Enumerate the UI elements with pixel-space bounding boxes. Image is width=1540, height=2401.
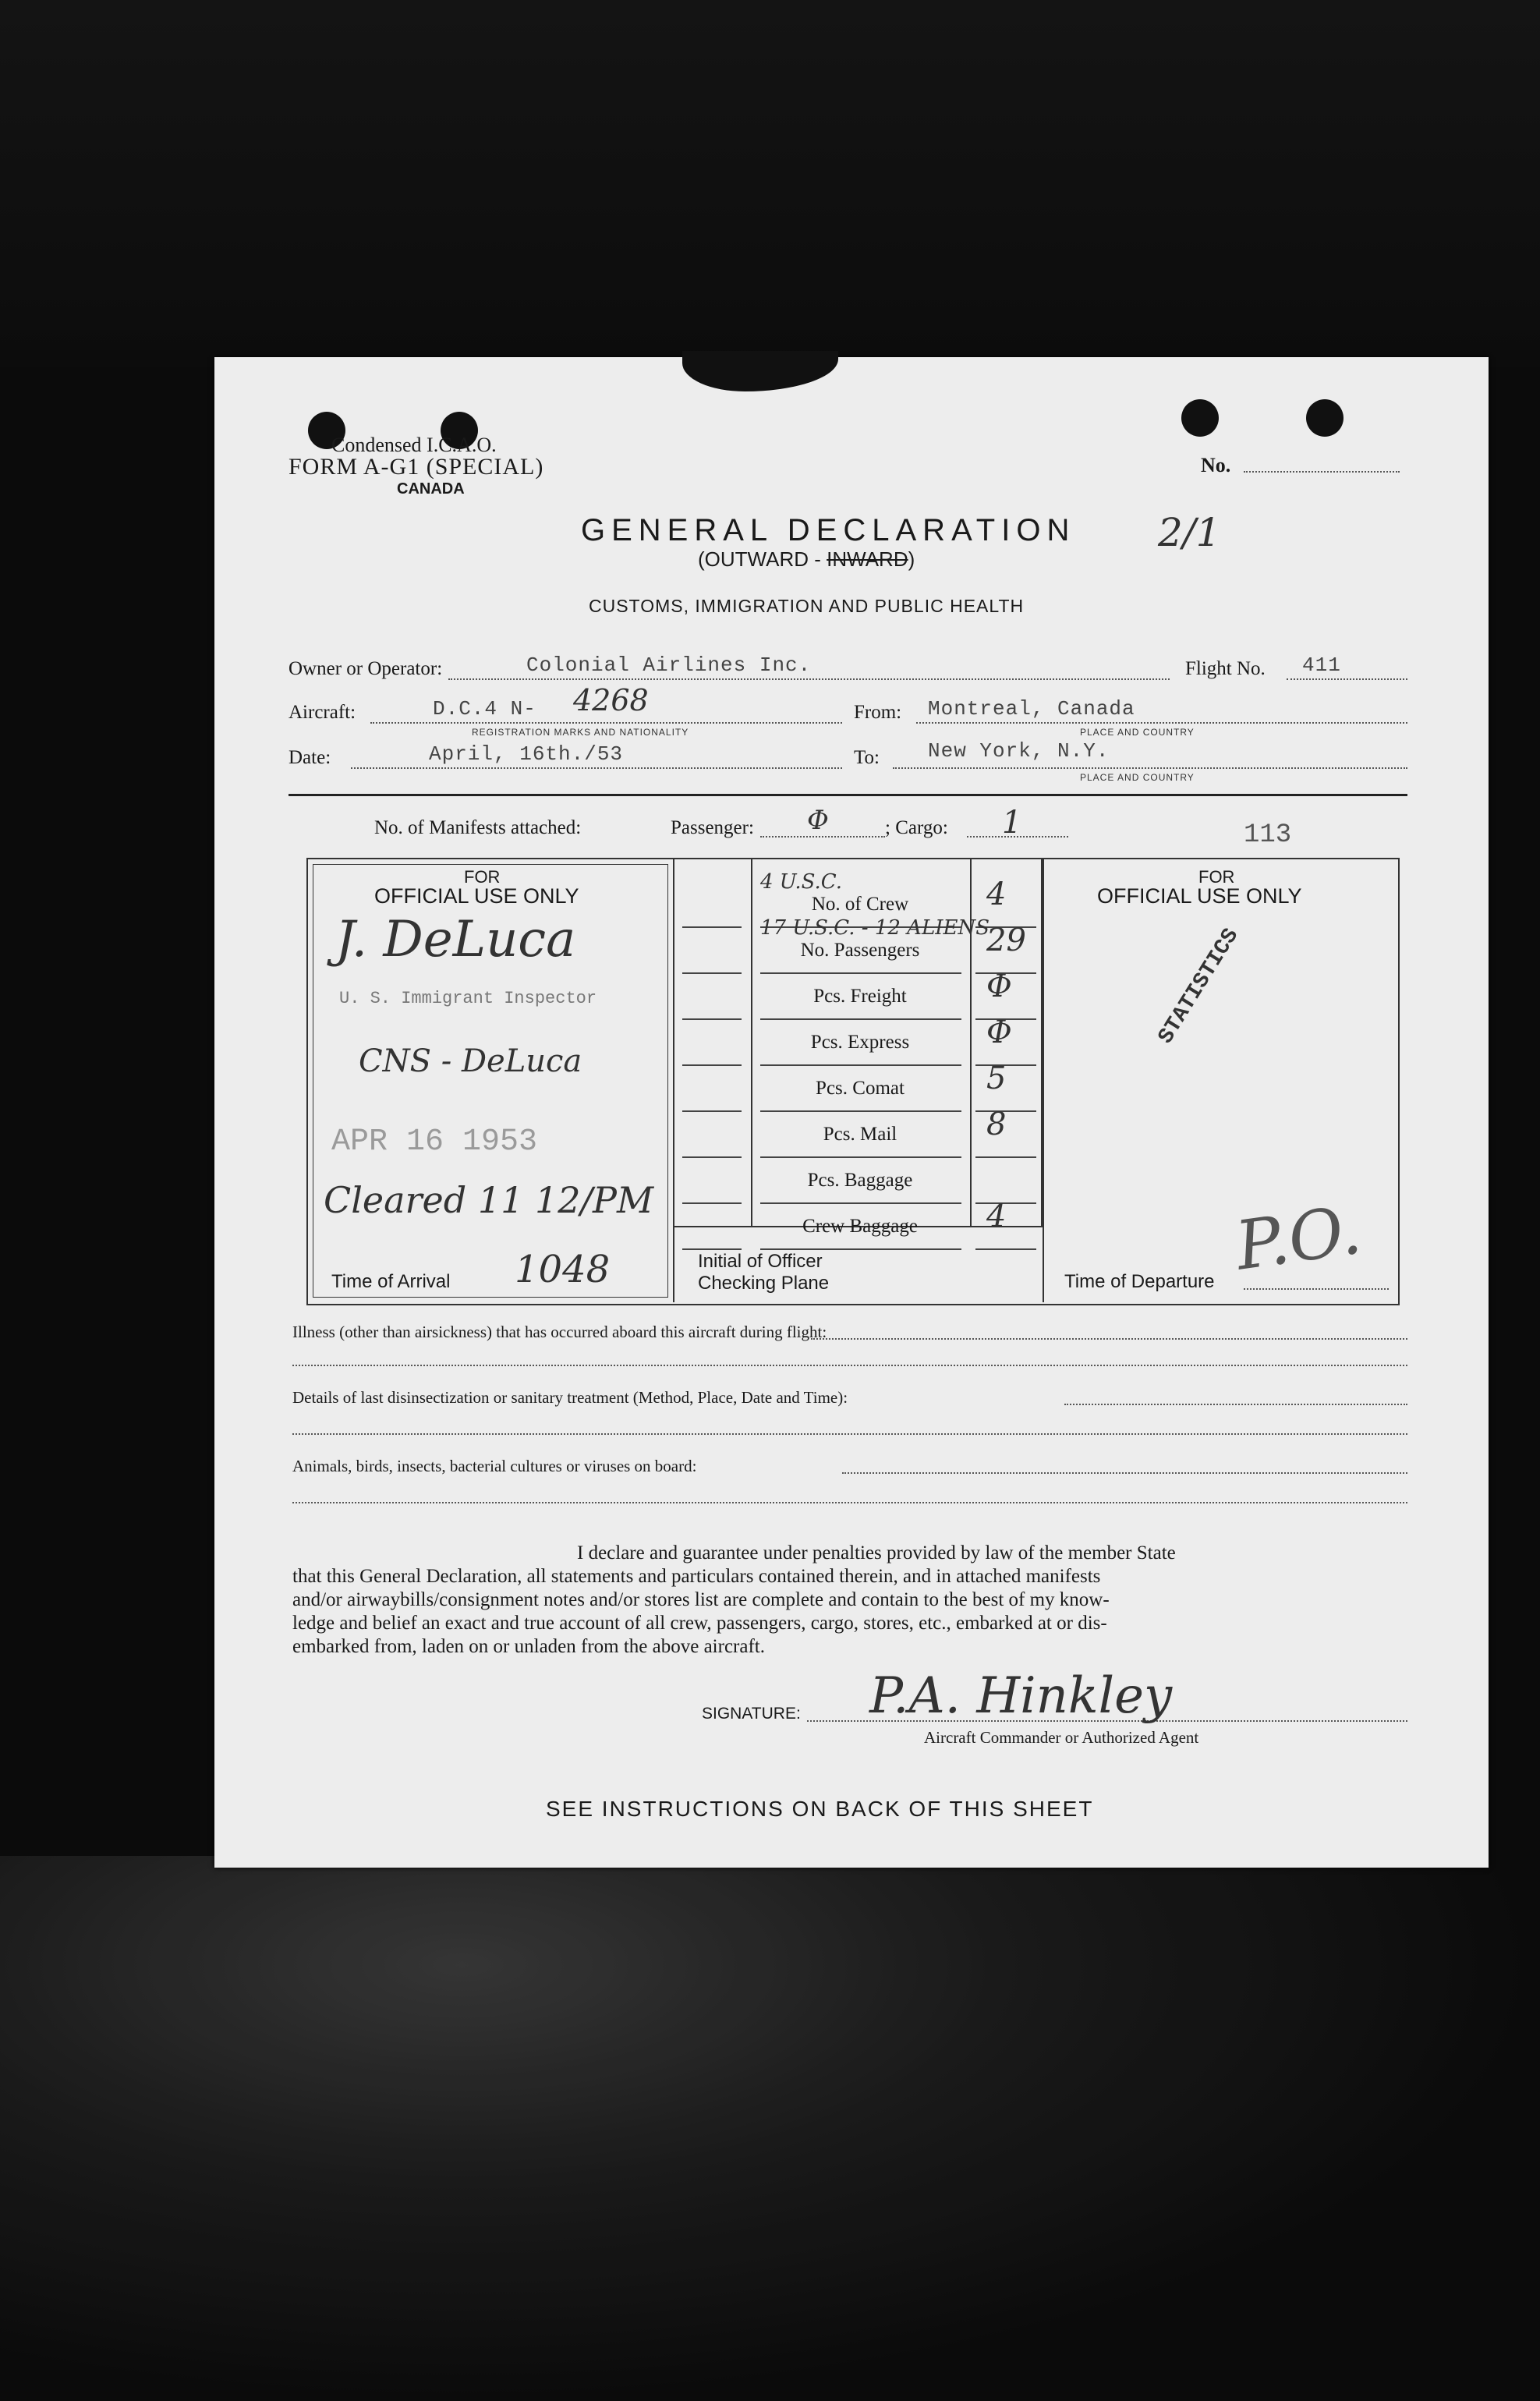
form-header-line3: CANADA: [397, 480, 465, 498]
declaration-line5: embarked from, laden on or unladen from the above aircraft.: [292, 1636, 765, 1657]
officer-label-2: Checking Plane: [698, 1273, 830, 1294]
table-row-label: Pcs. Mail: [823, 1124, 897, 1145]
arrival-label: Time of Arrival: [331, 1271, 451, 1292]
stamp-number: 113: [1244, 820, 1292, 850]
aircraft-value: D.C.4 N-: [433, 697, 536, 721]
to-label: To:: [854, 747, 880, 768]
row-divider: [760, 1064, 961, 1066]
flight-value: 411: [1302, 653, 1341, 677]
cleared-note: Cleared 11 12/PM: [324, 1179, 654, 1221]
cargo-manifest-value: 1: [1002, 805, 1022, 841]
row-divider: [760, 1248, 961, 1250]
manifests-label: No. of Manifests attached:: [374, 817, 582, 838]
table-row-value: 5: [986, 1061, 1007, 1096]
background-top: [0, 0, 1540, 367]
cns-note: CNS - DeLuca: [359, 1043, 582, 1079]
declaration-form: [214, 357, 1489, 1868]
table-row-value: 8: [986, 1107, 1007, 1142]
passenger-label: Passenger:: [671, 817, 754, 838]
page-title: GENERAL DECLARATION: [581, 513, 1076, 547]
table-row-value: 4: [986, 1199, 1007, 1234]
aircraft-caption: REGISTRATION MARKS AND NATIONALITY: [472, 727, 689, 738]
aircraft-label: Aircraft:: [289, 702, 356, 723]
departure-initials: P.O.: [1230, 1191, 1366, 1286]
inward-struck: INWARD: [827, 547, 908, 571]
inspector-signature: J. DeLuca: [335, 911, 576, 969]
from-label: From:: [854, 702, 902, 723]
to-value: New York, N.Y.: [928, 739, 1110, 763]
officer-label-1: Initial of Officer: [698, 1251, 823, 1272]
row-divider: [975, 1248, 1036, 1250]
row-divider: [760, 1018, 961, 1020]
declaration-line1: I declare and guarantee under penalties provided by law of the member State: [577, 1542, 1176, 1563]
table-row-label: Pcs. Express: [810, 1032, 910, 1053]
departure-label: Time of Departure: [1064, 1271, 1215, 1292]
commander-signature: P.A. Hinkley: [869, 1667, 1173, 1725]
background-bottom: [0, 1856, 1540, 2401]
illness-question: Illness (other than airsickness) that has occurred aboard this aircraft during flight:: [292, 1323, 827, 1341]
table-row-value: 29: [986, 923, 1026, 958]
statistics-stamp: STATISTICS: [1154, 924, 1244, 1049]
row-divider: [760, 972, 961, 974]
table-row-label: Pcs. Comat: [816, 1078, 905, 1099]
signature-caption: Aircraft Commander or Authorized Agent: [924, 1728, 1199, 1747]
left-official-heading: OFFICIAL USE ONLY: [374, 884, 579, 908]
row-divider: [975, 1156, 1036, 1158]
owner-value: Colonial Airlines Inc.: [526, 653, 812, 677]
flight-label: Flight No.: [1185, 658, 1266, 679]
subheading: CUSTOMS, IMMIGRATION AND PUBLIC HEALTH: [589, 596, 1025, 616]
punch-hole-3: [1181, 399, 1219, 437]
table-row-label: No. Passengers: [800, 940, 920, 961]
from-value: Montreal, Canada: [928, 697, 1135, 721]
row-divider: [760, 1110, 961, 1112]
row-divider: [682, 972, 742, 974]
from-caption: PLACE AND COUNTRY: [1080, 727, 1195, 738]
row-divider: [682, 1248, 742, 1250]
right-for-label: FOR: [1198, 867, 1235, 887]
row-divider: [682, 926, 742, 928]
declaration-line4: ledge and belief an exact and true account of all crew, passengers, cargo, stores, etc., embarked at or dis-: [292, 1613, 1107, 1634]
table-row-label: Pcs. Freight: [813, 986, 907, 1007]
disinsect-question: Details of last disinsectization or sanitary treatment (Method, Place, Date and Time):: [292, 1388, 848, 1407]
signature-label: SIGNATURE:: [702, 1705, 801, 1723]
row-divider: [682, 1064, 742, 1066]
cargo-label: ; Cargo:: [885, 817, 948, 838]
subtitle: (OUTWARD - INWARD): [698, 547, 915, 571]
table-row-value: Φ: [986, 969, 1012, 1004]
form-number-label: No.: [1201, 454, 1231, 476]
owner-label: Owner or Operator:: [289, 658, 443, 679]
row-divider: [682, 1110, 742, 1112]
arrival-value: 1048: [515, 1248, 611, 1291]
table-row-note: 4 U.S.C.: [760, 870, 842, 894]
title-handwritten-note: 2/1: [1158, 510, 1221, 555]
row-divider: [760, 1156, 961, 1158]
left-for-label: FOR: [464, 867, 501, 887]
table-row-label: Pcs. Baggage: [807, 1170, 913, 1191]
footer-instructions: SEE INSTRUCTIONS ON BACK OF THIS SHEET: [546, 1797, 1094, 1821]
table-row-label: Crew Baggage: [802, 1216, 918, 1237]
row-divider: [760, 1202, 961, 1204]
to-caption: PLACE AND COUNTRY: [1080, 772, 1195, 783]
table-row-value: 4: [986, 876, 1007, 912]
row-divider: [682, 1202, 742, 1204]
aircraft-handwritten: 4268: [573, 683, 649, 717]
row-divider: [682, 1156, 742, 1158]
date-value: April, 16th./53: [429, 742, 624, 766]
table-row-note: 17 U.S.C. - 12 ALIENS: [760, 916, 990, 940]
date-label: Date:: [289, 747, 331, 768]
declaration-line3: and/or airwaybills/consignment notes and/or stores list are complete and contain to the best of my know-: [292, 1589, 1110, 1610]
table-row-value: Φ: [986, 1015, 1012, 1050]
form-header-line2: FORM A-G1 (SPECIAL): [289, 454, 544, 480]
punch-hole-4: [1306, 399, 1344, 437]
right-official-heading: OFFICIAL USE ONLY: [1097, 884, 1302, 908]
declaration-line2: that this General Declaration, all statements and particulars contained therein, and in attached manifests: [292, 1566, 1101, 1587]
date-stamp: APR 16 1953: [331, 1124, 538, 1160]
table-row-label: No. of Crew: [811, 894, 909, 915]
passenger-manifest-value: Φ: [807, 805, 829, 836]
inspector-stamp: U. S. Immigrant Inspector: [339, 989, 597, 1008]
row-divider: [682, 1018, 742, 1020]
animals-question: Animals, birds, insects, bacterial cultures or viruses on board:: [292, 1457, 697, 1475]
form-header-line1: Condensed I.C.A.O.: [331, 434, 497, 456]
torn-edge: [682, 351, 838, 391]
divider: [289, 794, 1407, 796]
